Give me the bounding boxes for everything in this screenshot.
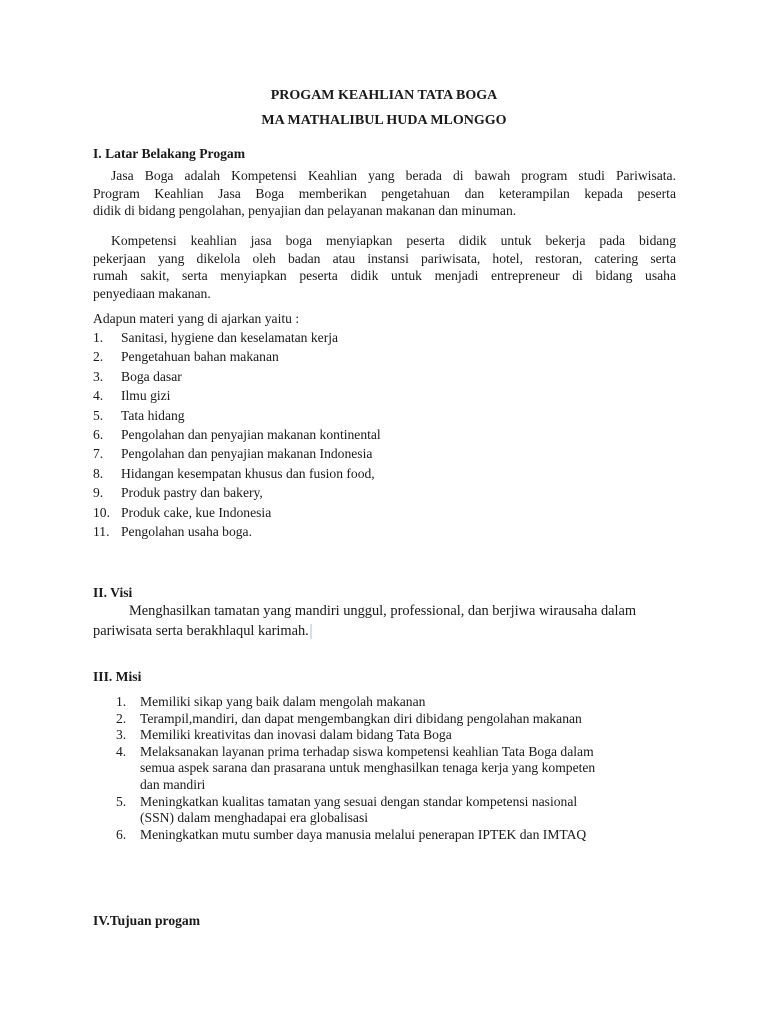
list-text: Memiliki sikap yang baik dalam mengolah makanan [140,694,426,709]
section-heading-misi: III. Misi [93,669,142,684]
paragraph-line: pekerjaan yang dikelola oleh badan atau instansi pariwisata, hotel, restoran, catering serta [93,250,676,266]
list-number: 11. [93,524,110,539]
list-text: Ilmu gizi [121,388,171,404]
section-heading-visi: II. Visi [93,585,133,600]
paragraph-kompetensi [93,232,676,302]
list-number: 8. [93,465,104,481]
list-number: 1. [93,330,104,345]
list-number: 7. [93,446,104,462]
list-number: 5. [116,793,127,809]
section-heading-latar-belakang: I. Latar Belakang Progam [93,146,246,161]
document-title: PROGAM KEAHLIAN TATA BOGA [270,88,498,103]
list-text: Sanitasi, hygiene dan keselamatan kerja [121,330,339,345]
visi-line-2-text: pariwisata serta berakhlaqul karimah. [93,623,309,639]
paragraph-line: Jasa Boga adalah Kompetensi Keahlian yang berada di bawah program studi Pariwisata. [111,168,676,183]
text-cursor [310,624,312,639]
list-number: 9. [93,485,104,501]
list-text: Meningkatkan mutu sumber daya manusia melalui penerapan IPTEK dan IMTAQ [140,826,587,842]
list-number: 3. [116,727,127,743]
section-heading-tujuan: IV.Tujuan progam [93,913,201,928]
materi-list-intro: Adapun materi yang di ajarkan yaitu : [93,311,300,326]
list-text: semua aspek sarana dan prasarana untuk menghasilkan tenaga kerja yang kompeten [140,760,596,776]
list-text: Pengetahuan bahan makanan [121,349,279,365]
list-number: 1. [116,694,127,709]
visi-line-1: Menghasilkan tamatan yang mandiri unggul, professional, dan berjiwa wirausaha dalam [129,603,637,619]
paragraph-line: Kompetensi keahlian jasa boga menyiapkan peserta didik untuk bekerja pada bidang [111,233,676,248]
paragraph-line: Program Keahlian Jasa Boga memberikan pengetahuan dan keterampilan kepada peserta [93,185,676,201]
visi-line-2 [93,623,312,640]
list-number: 2. [93,349,104,365]
list-text: Pengolahan dan penyajian makanan kontinental [121,427,381,442]
list-number: 6. [116,826,127,842]
list-text: Boga dasar [121,368,182,384]
paragraph-line: didik di bidang pengolahan, penyajian dan pelayanan makanan dan minuman. [93,203,517,218]
list-text: Produk cake, kue Indonesia [121,504,272,520]
list-number: 4. [93,388,104,404]
list-text: Memiliki kreativitas dan inovasi dalam bidang Tata Boga [140,727,452,743]
list-text: Melaksanakan layanan prima terhadap siswa kompetensi keahlian Tata Boga dalam [140,743,594,759]
list-text: dan mandiri [140,776,206,792]
list-text: Meningkatkan kualitas tamatan yang sesuai dengan standar kompetensi nasional [140,793,578,809]
list-number: 6. [93,427,104,442]
list-number: 5. [93,407,104,423]
list-text: Tata hidang [121,407,185,423]
paragraph-line: penyediaan makanan. [93,285,211,301]
list-text: Pengolahan usaha boga. [121,524,252,539]
list-text: Pengolahan dan penyajian makanan Indonesia [121,446,373,462]
list-text: (SSN) dalam menghadapai era globalisasi [140,810,369,826]
list-number: 10. [93,504,110,520]
list-text: Hidangan kesempatan khusus dan fusion food, [121,465,375,481]
paragraph-jasa-boga [93,167,676,220]
list-text: Produk pastry dan bakery, [121,485,263,501]
list-text: Terampil,mandiri, dan dapat mengembangkan diri dibidang pengolahan makanan [140,710,582,726]
paragraph-line: rumah sakit, serta menyiapkan peserta didik untuk menjadi entrepreneur di bidang usaha [93,268,676,283]
list-number: 3. [93,368,104,384]
school-name: MA MATHALIBUL HUDA MLONGGO [261,113,507,128]
list-number: 4. [116,743,127,759]
list-number: 2. [116,710,127,726]
